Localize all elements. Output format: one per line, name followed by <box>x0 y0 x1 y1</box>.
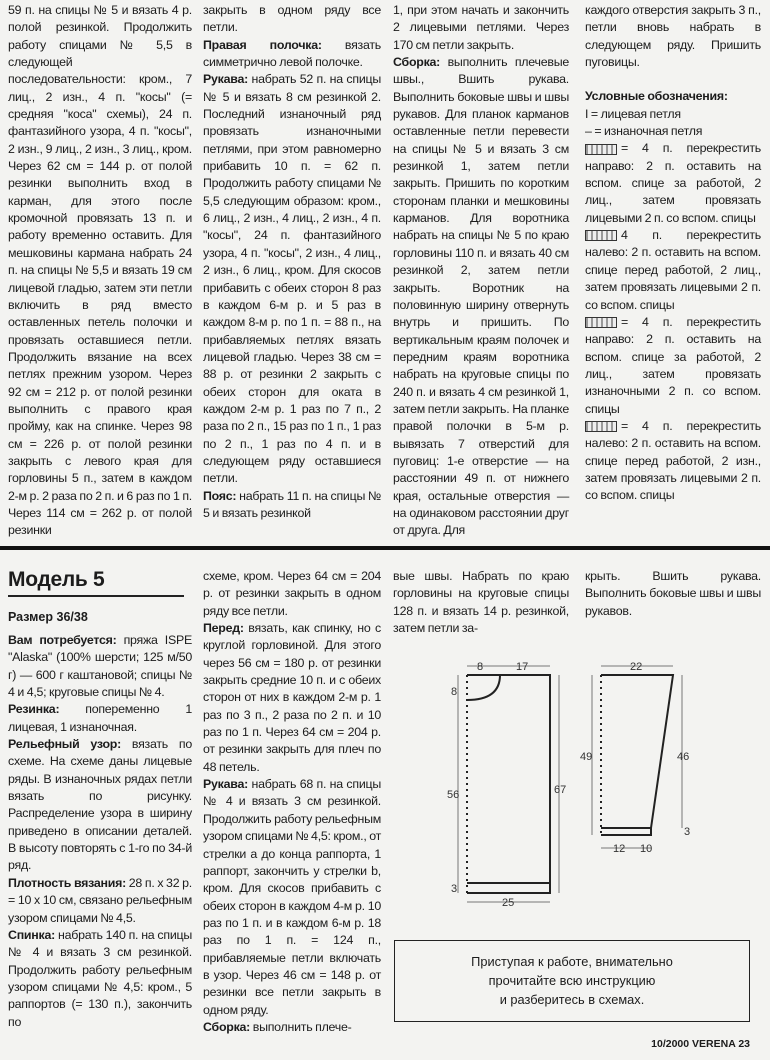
back-rib-label: 3 <box>451 883 458 895</box>
notice-line: Приступая к работе, внимательно <box>471 954 673 969</box>
paragraph-assembly: Сборка: выполнить плече- <box>203 1019 352 1034</box>
sleeve-cuff <box>601 828 651 835</box>
legend-item-knit: I = лицевая петля <box>585 106 681 121</box>
paragraph-materials: Вам потребуется: пряжа ISPE "Alaska" (100% шерсти; 125 м/50 г) — 600 г каштановой; спицы № 4 и 4,5; круговые спицы № 4. <box>8 633 192 700</box>
paragraph-right-front: Правая полочка: вязать симметрично левой полочке. <box>203 37 381 70</box>
paragraph-front: Перед: вязать, как спинку, но с круглой горловиной. Для этого через 56 см = 180 р. от резинки закрыть средние 10 п. и с обеих сторон от них в каждом 2-м р. 1 раз по 3 п., 2 раза по 2 п. и 10 раз по 1 п. Через 64 см = 204 р. от резинки закрыть для плеч по 48 петель. <box>203 621 381 774</box>
back-shoulder-label: 17 <box>516 661 529 673</box>
neckline-curve <box>467 675 500 700</box>
paragraph-back: Спинка: набрать 140 п. на спицы № 4 и вязать 3 см резинкой. Продолжить работу рельефным узором спицами № 4,5: кром., 5 раппортов (= 130 п.), закончить по <box>8 927 192 1029</box>
legend-item-cross-left-purl: = 4 п. перекрестить налево: 2 п. оставить на вспом. спице перед работой, 2 изн., затем провязать лицевыми 2 п. со вспом. спицы <box>585 418 761 503</box>
size-heading: Размер 36/38 <box>8 610 88 624</box>
back-neck-depth-label: 8 <box>451 686 458 698</box>
notice-line: прочитайте всю инструкцию <box>488 973 656 988</box>
paragraph-rib: Резинка: попеременно 1 лицевая, 1 изнаночная. <box>8 702 192 734</box>
paragraph: вые швы. Набрать по краю горловины на круговые спицы 128 п. и вязать 14 р. резинкой, затем петли за- <box>393 569 569 636</box>
back-schematic <box>458 666 559 902</box>
paragraph-belt: Пояс: набрать 11 п. на спицы № 5 и вязать резинкой <box>203 488 381 520</box>
sleeve-schematic <box>592 666 682 848</box>
paragraph-gauge: Плотность вязания: 28 п. х 32 р. = 10 х 10 см, связано рельефным узором спицами № 4,5. <box>8 875 192 925</box>
paragraph: каждого отверстия закрыть 3 п., петли вновь набрать в следующем ряду. Пришить пуговицы. <box>585 3 761 70</box>
sleeve-bottom-left-label: 12 <box>613 843 626 855</box>
sleeve-outline <box>601 675 673 828</box>
back-dimension-lines <box>458 666 559 902</box>
back-total-height-label: 67 <box>554 784 567 796</box>
paragraph: 59 п. на спицы № 5 и вязать 4 р. полой резинкой. Продолжить работу спицами № 5,5 в следующей последовательности: кром., 7 лиц., 2 изн., 4 п. "косы" (= средняя "коса" схемы), 24 п. фантазийного узора, 4 п. "косы", 2 изн., 9 лиц., 2 изн., 3 лиц., кром. Через 62 см = 144 р. от полой резинки выполнить вход в карман, для этого после кромочной провязать 13 п. и работу временно оставить. Для мешковины кармана набрать 24 п. на спицы № 5,5 и вязать 19 см лицевой гладью, затем эти петли включить в ряд вместо оставленных петель полочки и провязать оставшиеся петли. Продолжить вязание на всех петлях прежним узором. Через 92 см = 212 р. от полой резинки выполнить с правого края пройму, как на спинке. Через 98 см = 226 р. от полой резинки закрыть с левого края для горловины 5 п., затем в каждом 2-м р. 2 раза по 2 п. и 6 раз по 1 п. Через 114 см = 262 р. от полой резинки <box>8 3 192 538</box>
paragraph: закрыть в одном ряду все петли. <box>203 3 381 35</box>
model-title: Модель 5 <box>8 568 105 591</box>
paragraph: 1, при этом начать и закончить 2 лицевыми петлями. Через 170 см петли закрыть. <box>393 3 569 52</box>
paragraph-sleeves: Рукава: набрать 52 п. на спицы № 5 и вязать 8 см резинкой 2. Последний изнаночный ряд провязать изнаночными петлями, при этом равномерно прибавить 10 п. = 62 п. Продолжить работу спицами № 5,5 следующим образом: кром., 6 лиц., 2 изн., 4 лиц., 2 изн., 4 п. "косы", 24 п. фантазийного узора, 4 п. "косы", 2 изн., 4 лиц., 2 изн., 6 лиц., кром. Для скосов прибавить с обеих сторон 8 раз в каждом 6-м р. и 5 раз в каждом 8-м р. по 1 п. = 88 п., на прибавляемых петлях вязать лицевой гладью. Через 38 см = 88 р. от резинки 2 закрыть с обеих сторон для оката в каждом 2-м р. 1 раз по 7 п., 2 раза по 2 п., 15 раз по 1 п., 1 раз по 2 п., 1 раз по 4 п. и в следующем ряду оставшиеся петли. <box>203 72 381 486</box>
paragraph-sleeves: Рукава: набрать 68 п. на спицы № 4 и вязать 3 см резинкой. Продолжить работу рельефным узором спицами № 4,5: кром., от стрелки a до конца раппорта, 1 раппорт, закончить у стрелки b, кром. Для скосов прибавить с обеих сторон в каждом 4-м р. 10 раз по 1 п. и в каждом 6-м р. 18 раз по 1 п. = 124 п., прибавляемые петли включать в узор. Через 46 см = 148 р. от резинки все петли закрыть в одном ряду. <box>203 777 382 1017</box>
sleeve-rib-label: 3 <box>684 826 691 838</box>
paragraph: схеме, кром. Через 64 см = 204 р. от резинки закрыть в одном ряду все петли. <box>203 569 381 618</box>
back-width-label: 25 <box>502 897 515 909</box>
sleeve-height-label: 46 <box>677 751 690 763</box>
notice-line: и разберитесь в схемах. <box>499 992 645 1007</box>
legend-title: Условные обозначения: <box>585 89 728 104</box>
paragraph-assembly: Сборка: выполнить плечевые швы., Вшить рукава. Выполнить боковые швы и швы рукавов. Для планок карманов оставленные петли перевести на спицы № 5 и вязать 3 см резинкой 1, затем петли закрыть. Пришить по коротким сторонам планки и мешковины карманов. Для воротника набрать на спицы № 5 по краю горловины 110 п. и вязать 40 см резинкой 2, затем петли закрыть. Воротник на половинную ширину отвернуть внутрь и пришить. По вертикальным краям полочек и передним краям воротника набрать на круговые спицы по 240 п. и вязать 4 см резинкой 1, затем петли закрыть. На планке правой полочки в 5-м р. вывязать 7 отверстий для пуговиц: 1-е отверстие — на расстоянии 49 п. от нижнего края, остальные отверстия — на одинаковом расстоянии друг от друга. Для <box>393 55 569 538</box>
sleeve-total-height-label: 49 <box>580 751 593 763</box>
legend-item-purl: – = изнаночная петля <box>585 124 703 139</box>
back-outline <box>467 675 550 893</box>
paragraph-pattern: Рельефный узор: вязать по схеме. На схеме даны лицевые ряды. В изнаночных рядах петли вязать по рисунку. Распределение узора в ширину приведено в описании деталей. В высоту повторять с 1-го по 34-й ряд. <box>8 737 192 873</box>
legend-item-cross-right-purl: = 4 п. перекрестить направо: 2 п. оставить на вспом. спице за работой, 2 лиц., затем провязать изнаночными 2 п. со вспом. спицы <box>585 314 761 416</box>
sleeve-bottom-right-label: 10 <box>640 843 653 855</box>
legend-item-cross-right-knit: = 4 п. перекрестить направо: 2 п. оставить на вспом. спице за работой, 2 лиц., затем провязать лицевыми 2 п. со вспом. спицы <box>585 141 761 225</box>
notice-box <box>394 940 750 1022</box>
back-neck-width-label: 8 <box>477 661 484 673</box>
sleeve-dimension-lines <box>592 666 682 848</box>
paragraph: крыть. Вшить рукава. Выполнить боковые швы и швы рукавов. <box>585 569 761 618</box>
sleeve-top-label: 22 <box>630 661 643 673</box>
back-height-to-neck-label: 56 <box>447 789 460 801</box>
page-footer: 10/2000 VERENA 23 <box>651 1038 750 1050</box>
legend-item-cross-left-knit: 4 п. перекрестить налево: 2 п. оставить на вспом. спице перед работой, 2 лиц., затем провязать лицевыми 2 п. со вспом. спицы <box>585 228 761 312</box>
